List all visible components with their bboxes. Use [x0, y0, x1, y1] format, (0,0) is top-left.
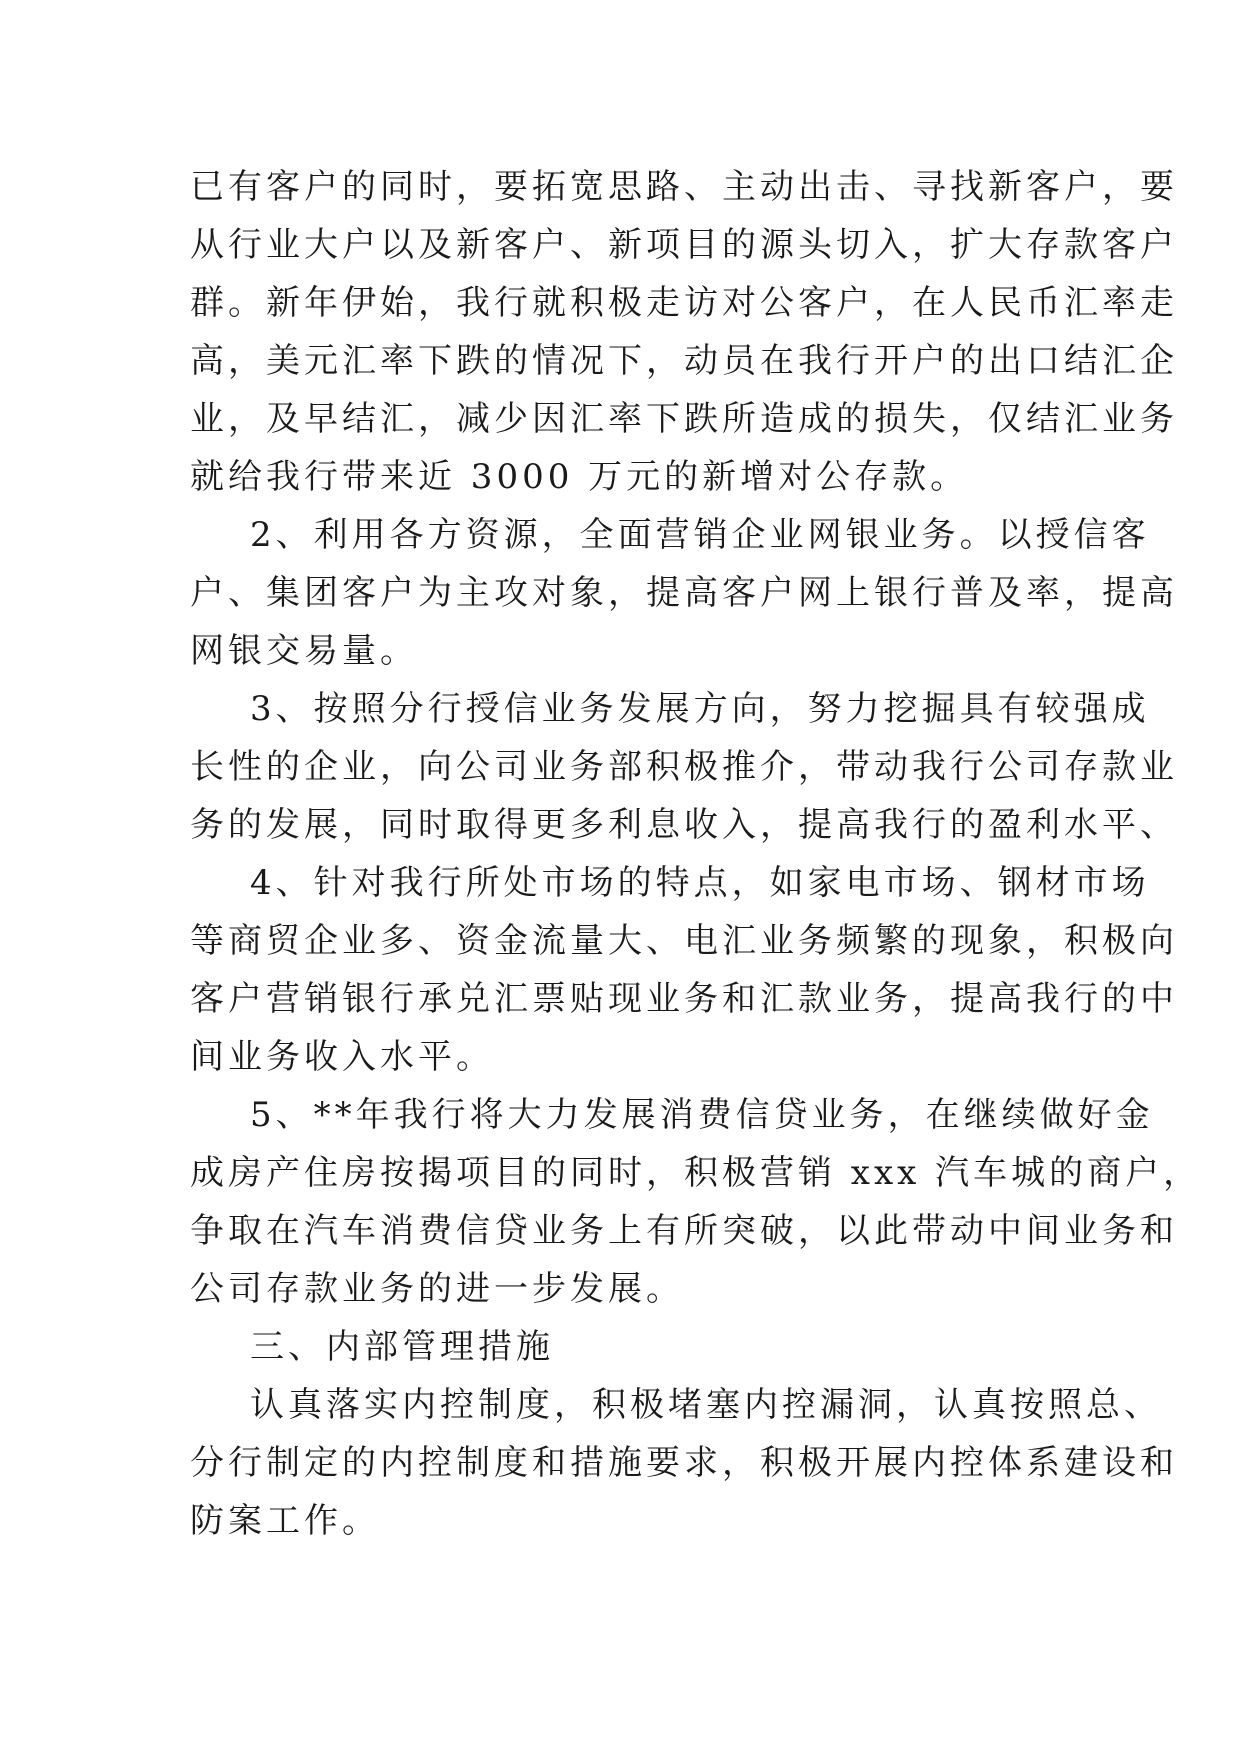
text-line: 已有客户的同时，要拓宽思路、主动出击、寻找新客户，要: [190, 167, 1178, 207]
text-line: 务的发展，同时取得更多利息收入，提高我行的盈利水平、: [190, 805, 1178, 845]
text-line: 从行业大户以及新客户、新项目的源头切入，扩大存款客户: [190, 225, 1178, 265]
document-body: [190, 158, 1202, 1550]
text-line: 2、利用各方资源，全面营销企业网银业务。以授信客: [250, 515, 1150, 555]
text-line: 户、集团客户为主攻对象，提高客户网上银行普及率，提高: [190, 573, 1178, 613]
text-line: 争取在汽车消费信贷业务上有所突破，以此带动中间业务和: [190, 1211, 1178, 1251]
text-line: 长性的企业，向公司业务部积极推介，带动我行公司存款业: [190, 747, 1178, 787]
text-line: 高，美元汇率下跌的情况下，动员在我行开户的出口结汇企: [190, 341, 1178, 381]
text-line: 5、**年我行将大力发展消费信贷业务，在继续做好金: [250, 1095, 1154, 1135]
text-line: 间业务收入水平。: [190, 1037, 494, 1077]
text-line: 公司存款业务的进一步发展。: [190, 1269, 684, 1309]
text-line: 成房产住房按揭项目的同时，积极营销 xxx 汽车城的商户，: [190, 1153, 1202, 1193]
text-line: 等商贸企业多、资金流量大、电汇业务频繁的现象，积极向: [190, 921, 1178, 961]
text-line: 4、针对我行所处市场的特点，如家电市场、钢材市场: [250, 863, 1150, 903]
text-line: 就给我行带来近 3000 万元的新增对公存款。: [190, 457, 969, 497]
text-line: 认真落实内控制度，积极堵塞内控漏洞，认真按照总、: [250, 1385, 1162, 1425]
text-line: 客户营销银行承兑汇票贴现业务和汇款业务，提高我行的中: [190, 979, 1178, 1019]
text-line: 业，及早结汇，减少因汇率下跌所造成的损失，仅结汇业务: [190, 399, 1178, 439]
text-line: 网银交易量。: [190, 631, 418, 671]
text-line: 三、内部管理措施: [250, 1327, 554, 1367]
text-line: 3、按照分行授信业务发展方向，努力挖掘具有较强成: [250, 689, 1150, 729]
text-line: 群。新年伊始，我行就积极走访对公客户，在人民币汇率走: [190, 283, 1178, 323]
text-line: 分行制定的内控制度和措施要求，积极开展内控体系建设和: [190, 1443, 1178, 1483]
text-line: 防案工作。: [190, 1501, 380, 1541]
